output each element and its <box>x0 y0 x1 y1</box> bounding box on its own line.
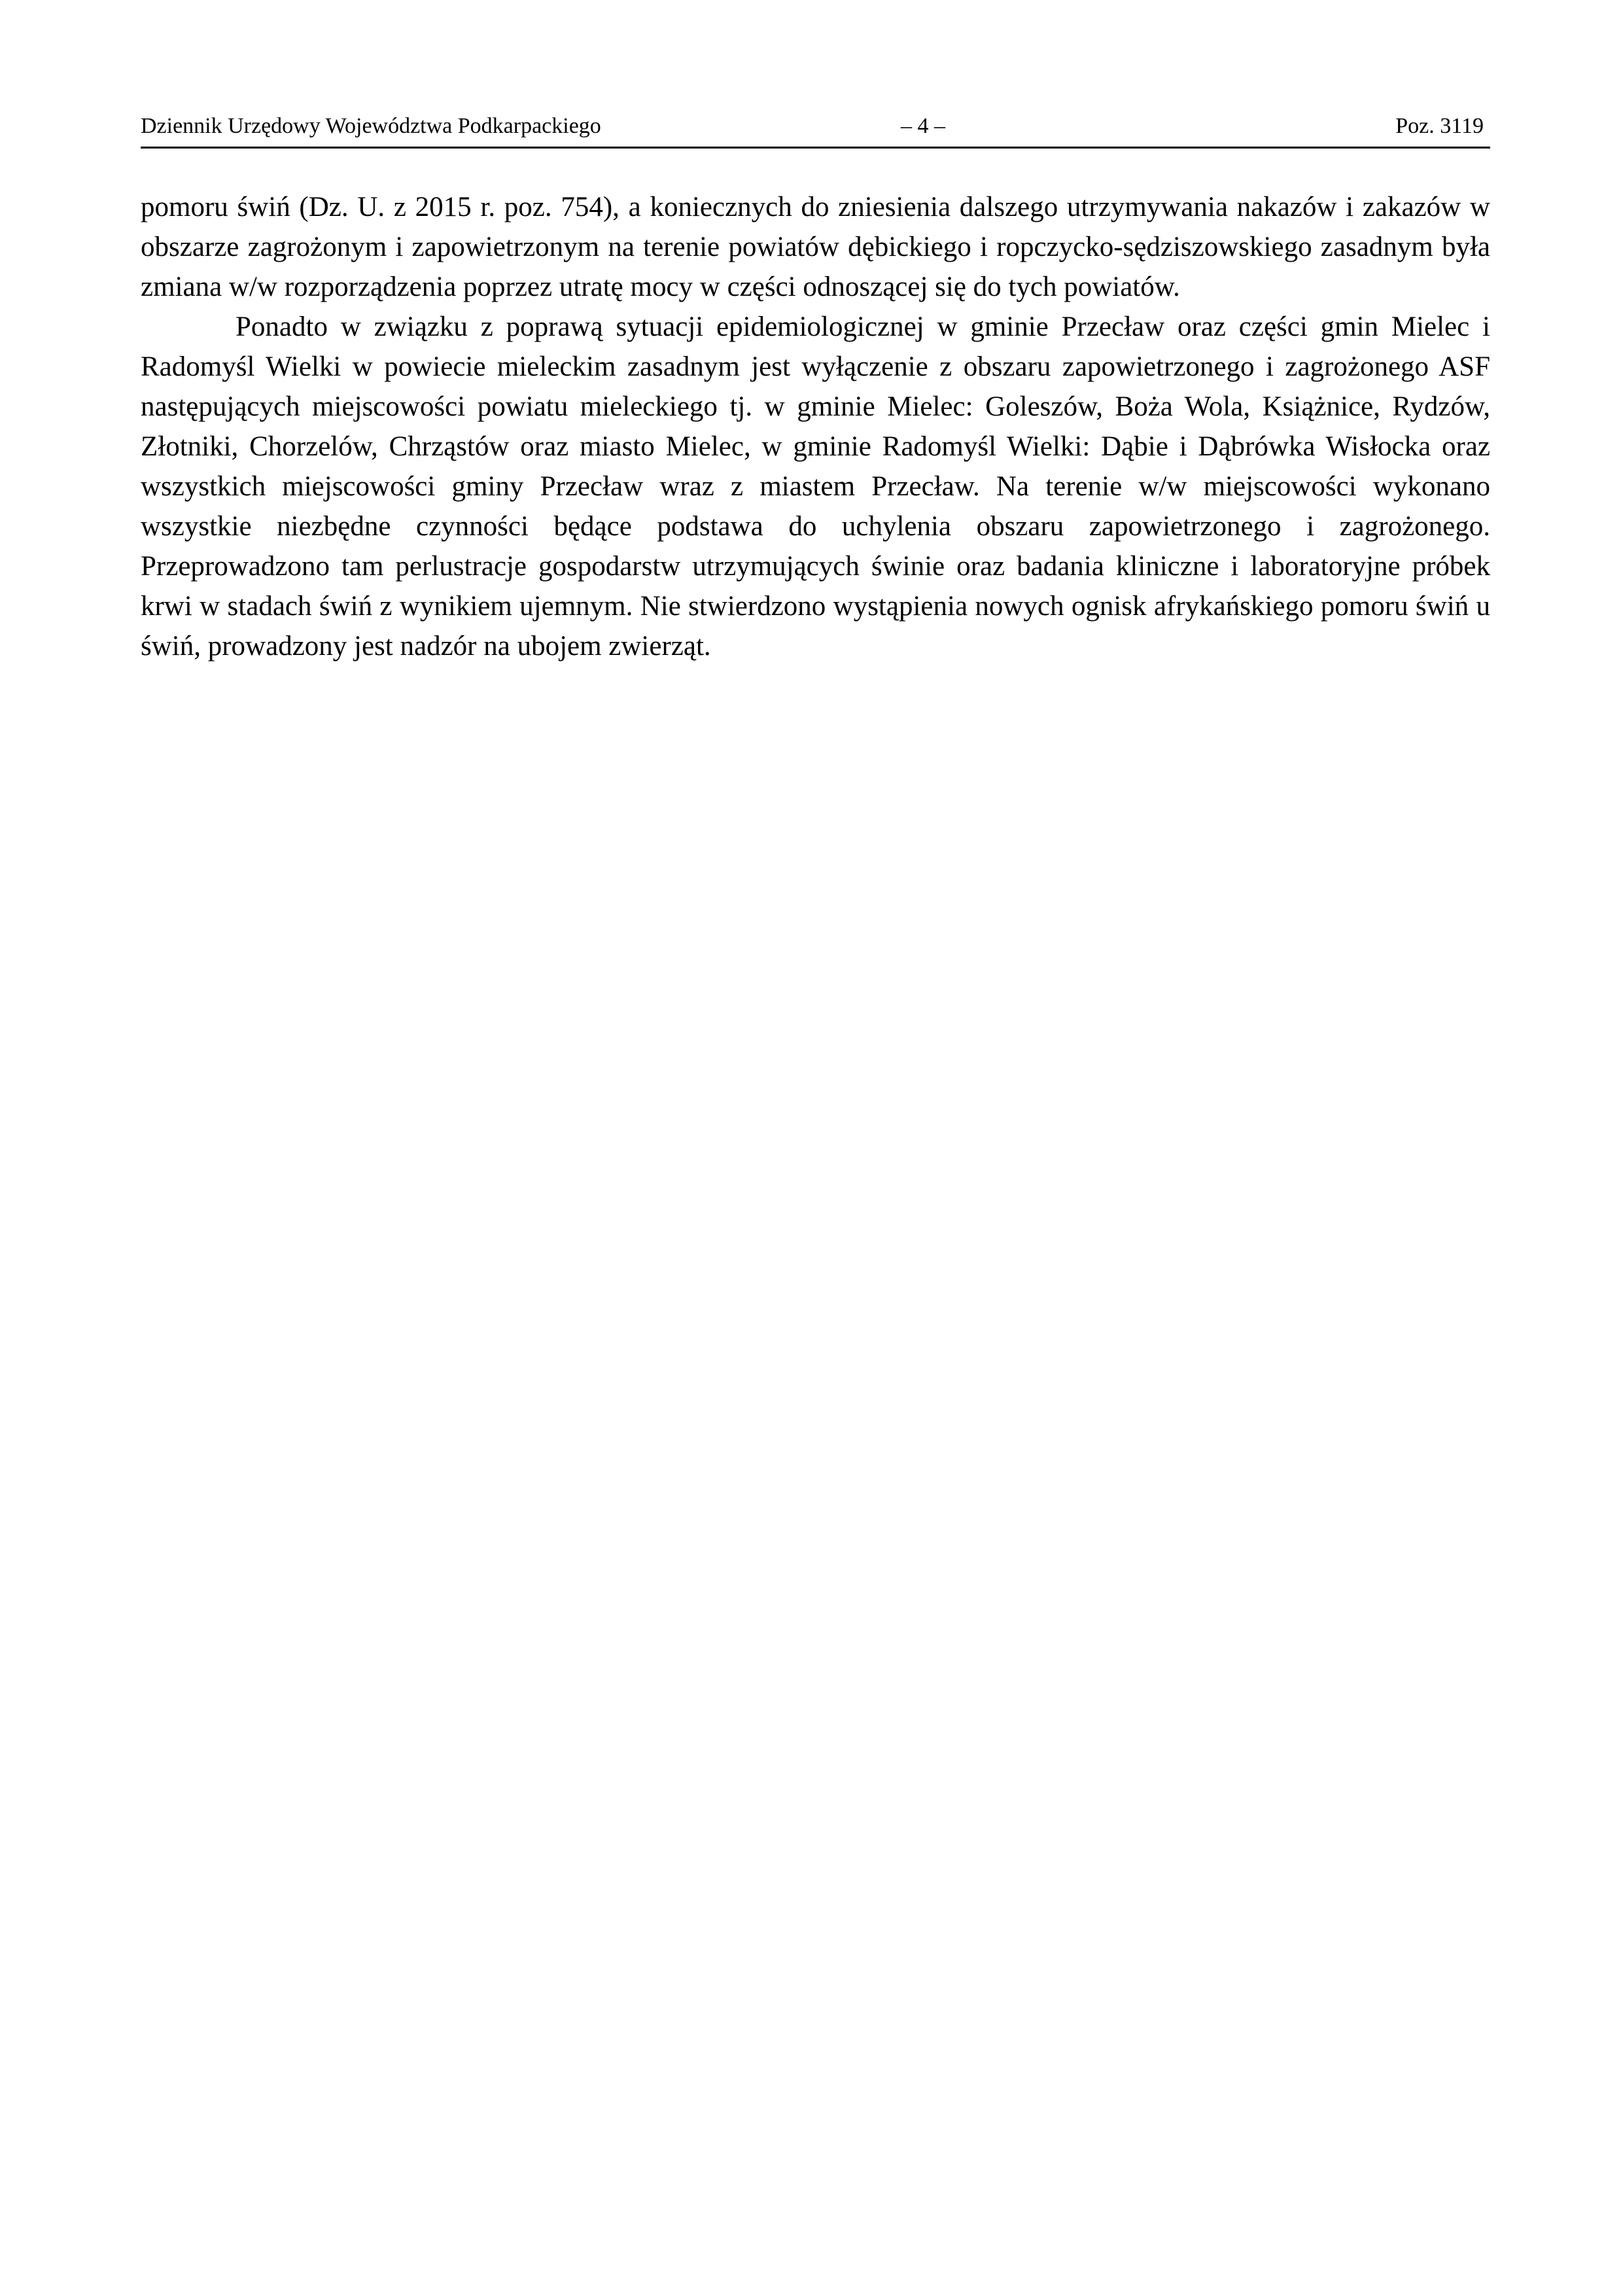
document-body <box>141 187 1490 666</box>
position-number: Poz. 3119 <box>1395 114 1484 138</box>
paragraph-continuation: pomoru świń (Dz. U. z 2015 r. poz. 754), a koniecznych do zniesienia dalszego utrzymywania nakazów i zakazów w obszarze zagrożonym i zapowietrzonym na terenie powiatów dębickiego i ropczycko-sędziszowskiego zasadnym była zmiana w/w rozporządzenia poprzez utratę mocy w części odnoszącej się do tych powiatów. <box>141 192 1490 302</box>
header-divider <box>141 147 1490 149</box>
page-number: – 4 – <box>901 114 945 138</box>
paragraph-ponadto: Ponadto w związku z poprawą sytuacji epidemiologicznej w gminie Przecław oraz części gmin Mielec i Radomyśl Wielki w powiecie mieleckim zasadnym jest wyłączenie z obszaru zapowietrzonego i zagrożonego ASF następujących miejscowości powiatu mieleckiego tj. w gminie Mielec: Goleszów, Boża Wola, Książnice, Rydzów, Złotniki, Chorzelów, Chrząstów oraz miasto Mielec, w gminie Radomyśl Wielki: Dąbie i Dąbrówka Wisłocka oraz wszystkich miejscowości gminy Przecław wraz z miastem Przecław. Na terenie w/w miejscowości wykonano wszystkie niezbędne czynności będące podstawa do uchylenia obszaru zapowietrzonego i zagrożonego. Przeprowadzono tam perlustracje gospodarstw utrzymujących świnie oraz badania kliniczne i laboratoryjne próbek krwi w stadach świń z wynikiem ujemnym. Nie stwierdzono wystąpienia nowych ognisk afrykańskiego pomoru świń u świń, prowadzony jest nadzór na ubojem zwierząt. <box>141 311 1490 662</box>
page-header <box>141 110 1490 143</box>
journal-title: Dziennik Urzędowy Województwa Podkarpackiego <box>141 114 601 138</box>
